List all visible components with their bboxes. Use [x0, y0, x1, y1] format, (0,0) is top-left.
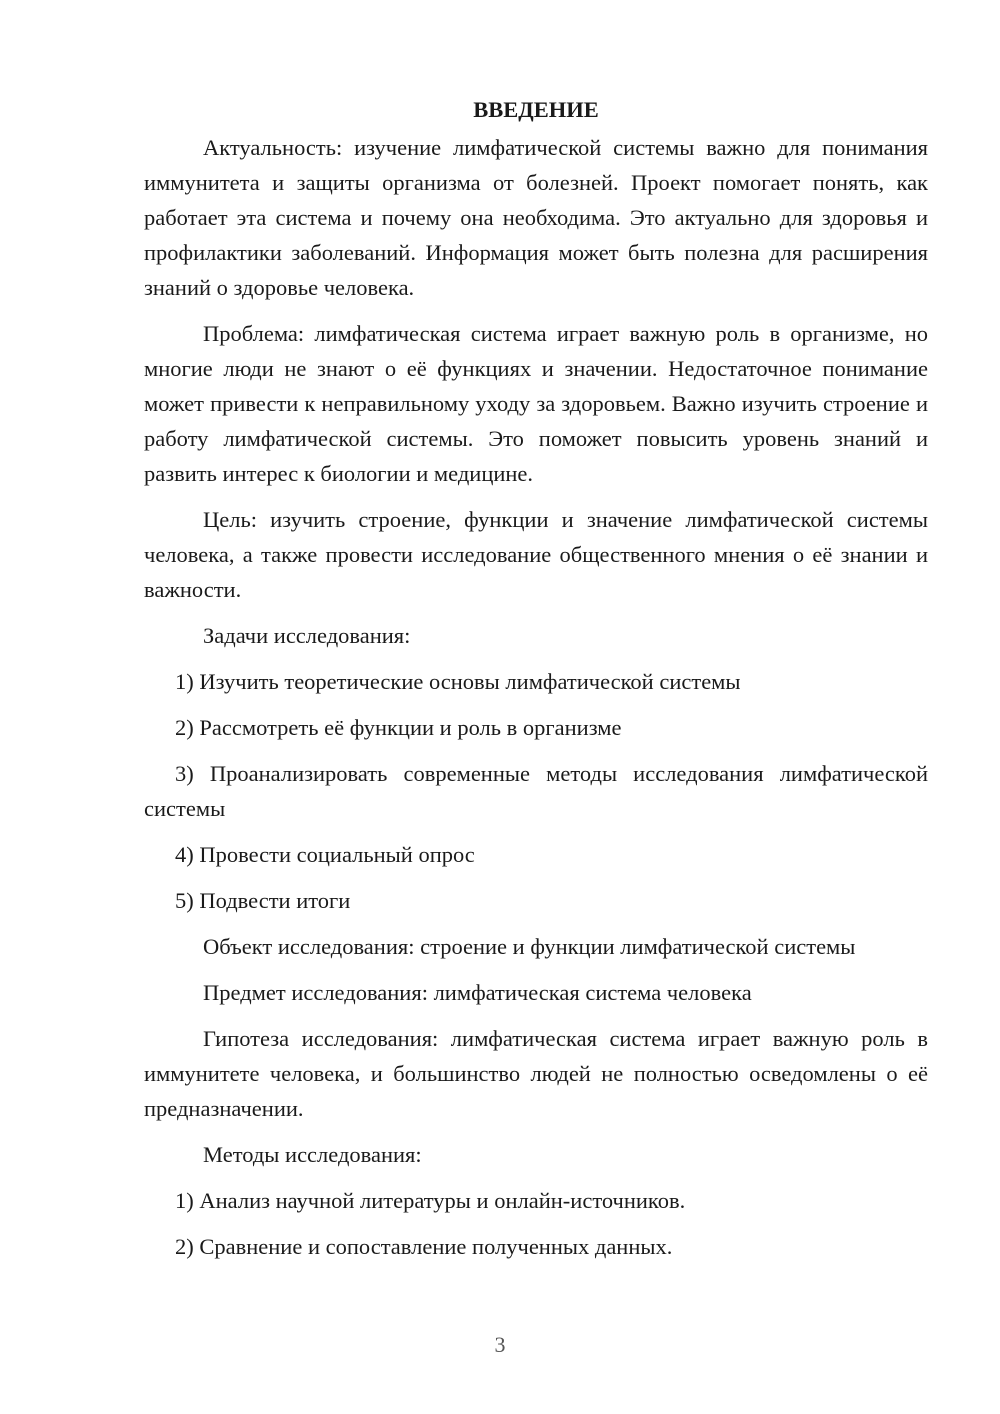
relevance-paragraph: Актуальность: изучение лимфатической системы важно для понимания иммунитета и защиты организма от болезней. Проект помогает понять, как работает эта система и почему она необходима. Это актуально для здоровья и профилактики заболеваний. Информация может быть полезна для расширения знаний о здоровье человека. — [144, 135, 928, 300]
task-item-3: 3) Проанализировать современные методы исследования лимфатической системы — [144, 761, 928, 821]
methods-heading: Методы исследования: — [203, 1142, 422, 1167]
task-item-1: 1) Изучить теоретические основы лимфатической системы — [175, 669, 741, 694]
tasks-heading: Задачи исследования: — [203, 623, 411, 648]
page-number: 3 — [494, 1332, 506, 1357]
research-subject: Предмет исследования: лимфатическая система человека — [203, 980, 752, 1005]
method-item-2: 2) Сравнение и сопоставление полученных данных. — [175, 1234, 673, 1259]
goal-paragraph: Цель: изучить строение, функции и значение лимфатической системы человека, а также провести исследование общественного мнения о её знании и важности. — [144, 507, 928, 602]
section-title: ВВЕДЕНИЕ — [473, 97, 599, 122]
method-item-1: 1) Анализ научной литературы и онлайн-источников. — [175, 1188, 686, 1213]
task-item-4: 4) Провести социальный опрос — [175, 842, 475, 867]
page-body — [144, 92, 928, 1275]
hypothesis-paragraph: Гипотеза исследования: лимфатическая система играет важную роль в иммунитете человека, и большинство людей не полностью осведомлены о её предназначении. — [144, 1026, 928, 1121]
task-item-2: 2) Рассмотреть её функции и роль в организме — [175, 715, 622, 740]
problem-paragraph: Проблема: лимфатическая система играет важную роль в организме, но многие люди не знают о её функциях и значении. Недостаточное понимание может привести к неправильному уходу за здоровьем. Важно изучить строение и работу лимфатической системы. Это поможет повысить уровень знаний и развить интерес к биологии и медицине. — [144, 321, 928, 486]
research-object: Объект исследования: строение и функции лимфатической системы — [203, 934, 856, 959]
task-item-5: 5) Подвести итоги — [175, 888, 351, 913]
